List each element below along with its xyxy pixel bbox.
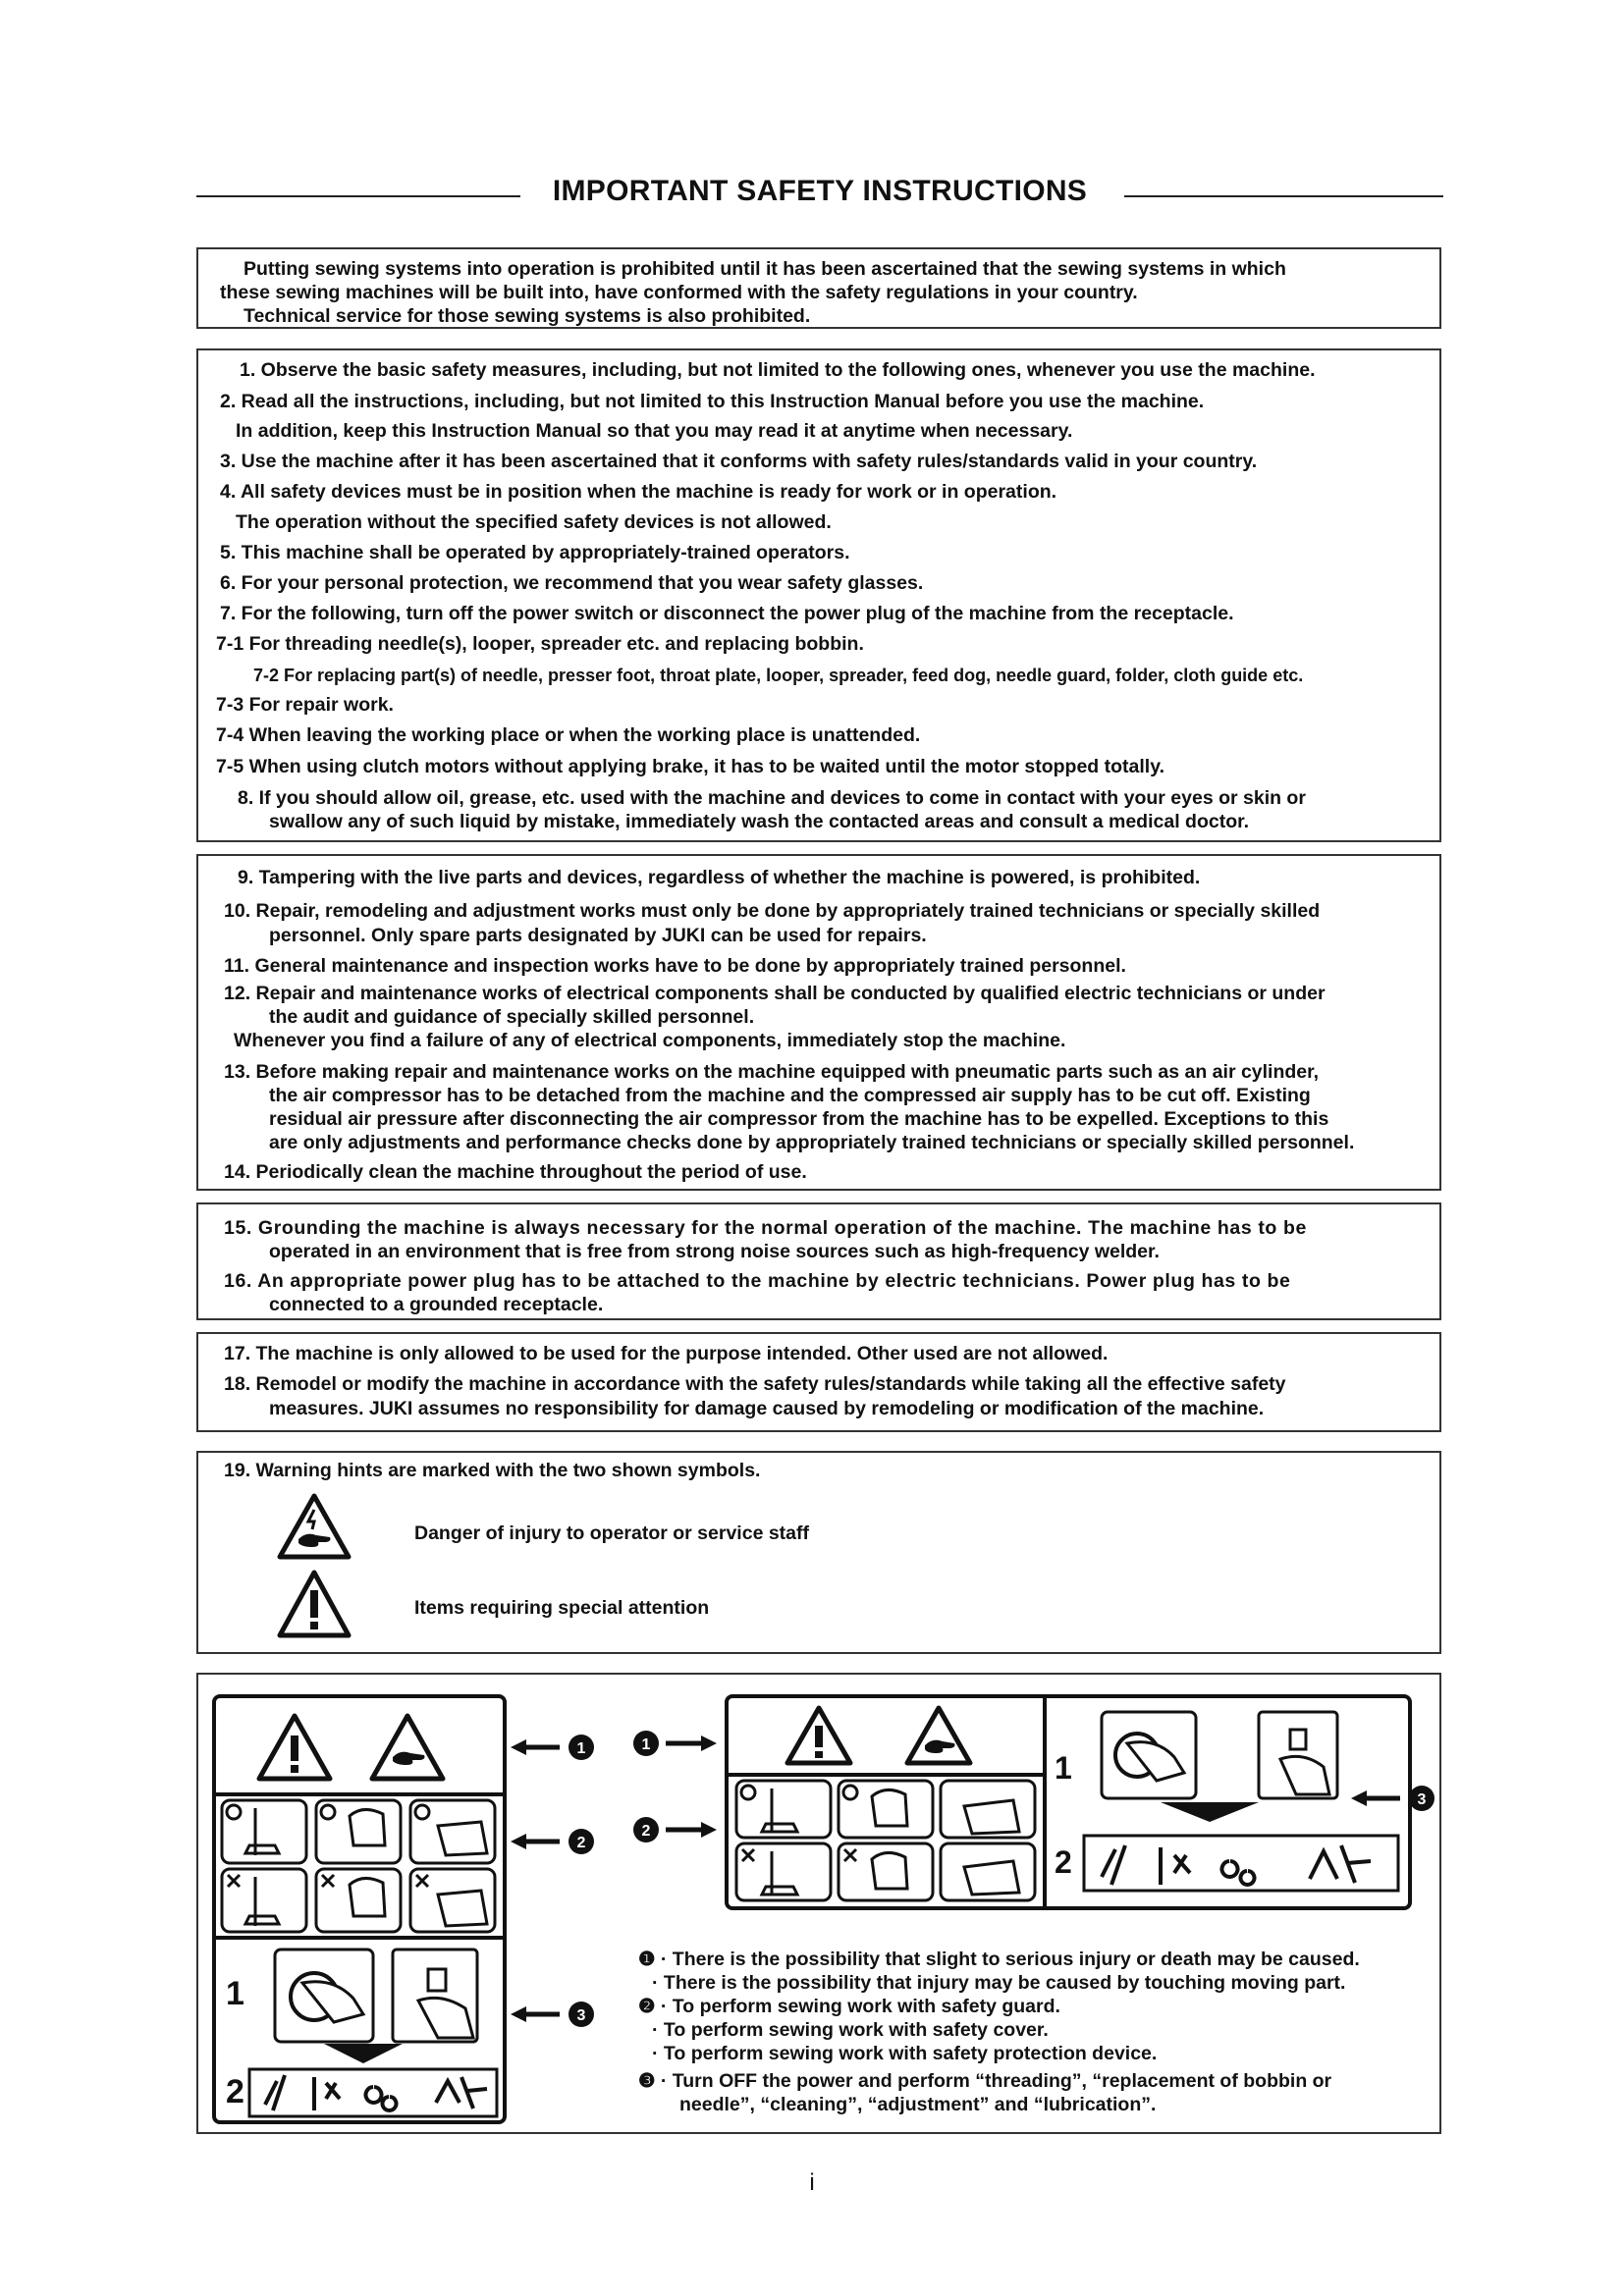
intro-line: these sewing machines will be built into, have conformed with the safety regulations in your country. bbox=[220, 282, 1138, 303]
callout-1-left bbox=[511, 1728, 599, 1767]
page-title: IMPORTANT SAFETY INSTRUCTIONS bbox=[535, 175, 1105, 207]
item-15: 15. Grounding the machine is always necessary for the normal operation of the machine. The machine has to be bbox=[224, 1217, 1307, 1239]
legend-1-cont: · There is the possibility that injury may be caused by touching moving part. bbox=[652, 1972, 1346, 1994]
item-10-cont: personnel. Only spare parts designated by JUKI can be used for repairs. bbox=[269, 925, 927, 946]
callout-badge-3: 3 bbox=[576, 2007, 586, 2024]
item-13: 13. Before making repair and maintenance works on the machine equipped with pneumatic parts such as an air cylinder, bbox=[224, 1061, 1320, 1083]
intro-line: Putting sewing systems into operation is prohibited until it has been ascertained that the sewing systems in which bbox=[244, 258, 1286, 280]
item-12-note: Whenever you find a failure of any of electrical components, immediately stop the machine. bbox=[234, 1030, 1066, 1051]
section-grounding bbox=[196, 1202, 1441, 1320]
section-warning-symbols bbox=[196, 1451, 1441, 1654]
item-13-cont: residual air pressure after disconnecting the air compressor from the machine has to be expelled. Exceptions to this bbox=[269, 1108, 1329, 1130]
item-16-cont: connected to a grounded receptacle. bbox=[269, 1294, 604, 1315]
attention-icon bbox=[277, 1569, 352, 1639]
item-7-2: 7-2 For replacing part(s) of needle, presser foot, throat plate, looper, spreader, feed dog, needle guard, folder, cloth guide etc. bbox=[253, 666, 1304, 685]
section-maintenance bbox=[196, 854, 1441, 1191]
callout-2-left bbox=[511, 1822, 599, 1861]
section-intended-use bbox=[196, 1332, 1441, 1432]
danger-label: Danger of injury to operator or service staff bbox=[414, 1522, 810, 1544]
label-vertical-num-1: 1 bbox=[226, 1975, 244, 2012]
intro-line: Technical service for those sewing systems is also prohibited. bbox=[244, 305, 811, 327]
item-12: 12. Repair and maintenance works of electrical components shall be conducted by qualified electric technicians or under bbox=[224, 983, 1326, 1004]
item-8-cont: swallow any of such liquid by mistake, immediately wash the contacted areas and consult a medical doctor. bbox=[269, 811, 1250, 832]
item-17: 17. The machine is only allowed to be used for the purpose intended. Other used are not allowed. bbox=[224, 1343, 1109, 1364]
item-5: 5. This machine shall be operated by appropriately-trained operators. bbox=[220, 542, 850, 563]
intro-box bbox=[196, 247, 1441, 329]
item-7-3: 7-3 For repair work. bbox=[216, 694, 394, 716]
item-2: 2. Read all the instructions, including, but not limited to this Instruction Manual before you use the machine. bbox=[220, 391, 1205, 412]
legend-2-cont: · To perform sewing work with safety cover. bbox=[652, 2019, 1049, 2041]
label-vertical bbox=[212, 1694, 507, 2124]
item-3: 3. Use the machine after it has been ascertained that it conforms with safety rules/standards valid in your country. bbox=[220, 451, 1258, 472]
item-7-1: 7-1 For threading needle(s), looper, spreader etc. and replacing bobbin. bbox=[216, 633, 864, 655]
label-horizontal-art bbox=[729, 1698, 1408, 1906]
item-19: 19. Warning hints are marked with the two shown symbols. bbox=[224, 1460, 761, 1481]
item-10: 10. Repair, remodeling and adjustment works must only be done by appropriately trained technicians or specially skilled bbox=[224, 900, 1321, 922]
item-2-cont: In addition, keep this Instruction Manual so that you may read it at anytime when necessary. bbox=[236, 420, 1073, 442]
callout-2-right bbox=[630, 1810, 719, 1849]
item-6: 6. For your personal protection, we recommend that you wear safety glasses. bbox=[220, 572, 924, 594]
attention-label: Items requiring special attention bbox=[414, 1597, 710, 1619]
page-number: i bbox=[809, 2169, 815, 2196]
danger-hand-icon bbox=[277, 1492, 352, 1561]
item-12-cont: the audit and guidance of specially skilled personnel. bbox=[269, 1006, 755, 1028]
item-18-cont: measures. JUKI assumes no responsibility for damage caused by remodeling or modification of the machine. bbox=[269, 1398, 1265, 1419]
item-13-cont: the air compressor has to be detached from the machine and the compressed air supply has to be cut off. Existing bbox=[269, 1085, 1311, 1106]
item-11: 11. General maintenance and inspection works have to be done by appropriately trained personnel. bbox=[224, 955, 1126, 977]
callout-badge-1: 1 bbox=[576, 1740, 586, 1757]
section-warning-labels bbox=[196, 1673, 1441, 2134]
callout-badge-3: 3 bbox=[1417, 1791, 1427, 1808]
item-13-cont: are only adjustments and performance checks done by appropriately trained technicians or specially skilled personnel. bbox=[269, 1132, 1355, 1153]
legend-2: ❷ · To perform sewing work with safety guard. bbox=[638, 1996, 1060, 2017]
item-8: 8. If you should allow oil, grease, etc. used with the machine and devices to come in contact with your eyes or skin or bbox=[238, 787, 1306, 809]
item-4-cont: The operation without the specified safety devices is not allowed. bbox=[236, 511, 832, 533]
callout-1-right bbox=[630, 1724, 719, 1763]
item-16: 16. An appropriate power plug has to be attached to the machine by electric technicians. Power plug has to be bbox=[224, 1270, 1291, 1292]
item-18: 18. Remodel or modify the machine in accordance with the safety rules/standards while taking all the effective safety bbox=[224, 1373, 1286, 1395]
item-1: 1. Observe the basic safety measures, including, but not limited to the following ones, whenever you use the machine. bbox=[240, 359, 1316, 381]
title-bar bbox=[196, 175, 1443, 214]
item-7-4: 7-4 When leaving the working place or when the working place is unattended. bbox=[216, 724, 921, 746]
legend-3-cont: needle”, “cleaning”, “adjustment” and “lubrication”. bbox=[679, 2094, 1157, 2115]
callout-3-left bbox=[511, 1995, 599, 2034]
label-horizontal-num-1: 1 bbox=[1055, 1750, 1072, 1786]
legend-3: ❸ · Turn OFF the power and perform “threading”, “replacement of bobbin or bbox=[638, 2070, 1332, 2092]
label-horizontal bbox=[725, 1694, 1412, 1910]
item-7-5: 7-5 When using clutch motors without applying brake, it has to be waited until the motor stopped totally. bbox=[216, 756, 1165, 777]
label-vertical-art bbox=[216, 1698, 503, 2120]
legend-2-cont: · To perform sewing work with safety protection device. bbox=[652, 2043, 1158, 2064]
callout-badge-1: 1 bbox=[641, 1736, 651, 1753]
item-7: 7. For the following, turn off the power switch or disconnect the power plug of the machine from the receptacle. bbox=[220, 603, 1234, 624]
callout-3-right-label bbox=[1351, 1779, 1439, 1818]
item-9: 9. Tampering with the live parts and devices, regardless of whether the machine is powered, is prohibited. bbox=[238, 867, 1201, 888]
item-4: 4. All safety devices must be in position when the machine is ready for work or in operation. bbox=[220, 481, 1057, 503]
label-horizontal-num-2: 2 bbox=[1055, 1844, 1072, 1880]
section-basic-safety bbox=[196, 348, 1441, 842]
label-vertical-num-2: 2 bbox=[226, 2073, 244, 2110]
item-14: 14. Periodically clean the machine throughout the period of use. bbox=[224, 1161, 807, 1183]
callout-badge-2: 2 bbox=[576, 1835, 586, 1851]
callout-badge-2: 2 bbox=[641, 1823, 651, 1840]
item-15-cont: operated in an environment that is free from strong noise sources such as high-frequency welder. bbox=[269, 1241, 1160, 1262]
legend-1: ❶ · There is the possibility that slight to serious injury or death may be caused. bbox=[638, 1949, 1360, 1970]
